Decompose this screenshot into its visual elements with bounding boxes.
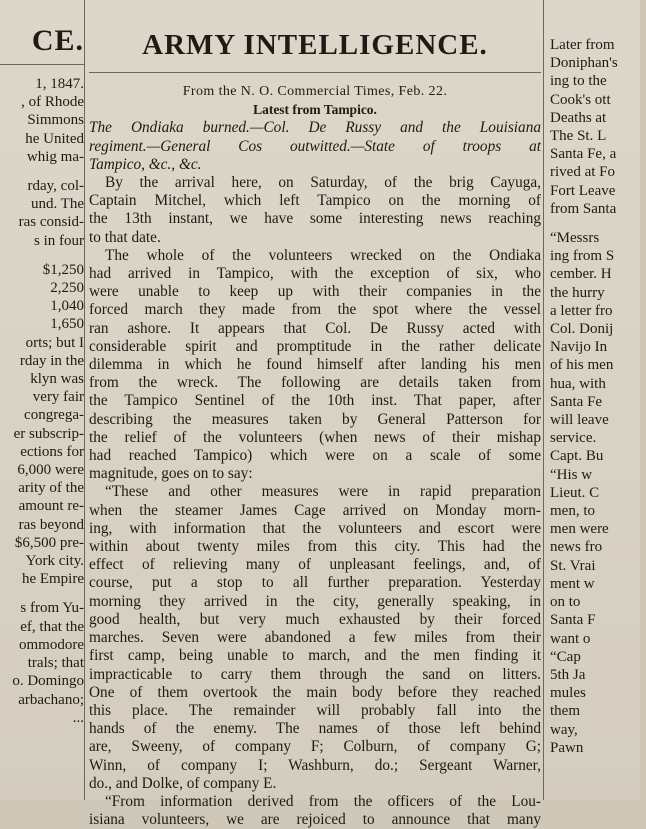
- left-column-line: ras consid-: [18, 214, 84, 231]
- right-column-line: 5th Ja: [550, 666, 586, 683]
- article-subheading: Latest from Tampico.: [253, 102, 377, 118]
- right-column-line: Capt. Bu: [550, 448, 604, 465]
- left-masthead: CE.: [31, 24, 84, 57]
- paragraph-line: considerable spirit and promptitude in the rather delicate: [89, 337, 541, 355]
- paragraph-line: when the steamer James Cage arrived on Monday morn-: [89, 501, 541, 519]
- source-line: From the N. O. Commercial Times, Feb. 22.: [182, 84, 448, 99]
- right-column-line: ment w: [550, 575, 595, 592]
- paragraph-line: within about twenty miles from this city. This had the: [89, 538, 541, 556]
- paragraph-line: Winn, of company I; Washburn, do.; Sergeant Warner,: [89, 756, 541, 774]
- left-column-line: und. The: [30, 196, 84, 213]
- right-column-line: men were: [550, 521, 609, 538]
- right-column-line: cember. H: [550, 266, 612, 283]
- left-column-line: York city.: [25, 553, 84, 570]
- left-column-line: $1,250: [42, 261, 84, 278]
- left-column-line: trals; that: [27, 655, 84, 672]
- paragraph-line: “From information derived from the officers of the Lou-: [105, 792, 541, 810]
- paragraph-line: were unable to keep up with their companies in the: [89, 283, 541, 301]
- left-column-line: er subscrip-: [13, 425, 84, 442]
- paragraph-line: to that date.: [89, 228, 161, 246]
- right-column-line: Santa Fe: [550, 393, 603, 410]
- left-column-line: $6,500 pre-: [14, 534, 84, 551]
- summary-line: Tampico, &c., &c.: [89, 155, 202, 173]
- right-column-line: a letter fro: [550, 302, 613, 319]
- left-column-text: [0, 75, 84, 727]
- paragraph-line: the relief of the volunteers (when news of their mishap: [89, 428, 541, 446]
- paragraph-line: do., and Dolke, of company E.: [89, 774, 277, 792]
- paragraph-line: good health, but very much exhausted by their forced: [89, 610, 541, 628]
- left-column-line: he United: [25, 130, 84, 147]
- right-column-line: them: [550, 703, 580, 720]
- left-column-line: [0, 250, 84, 261]
- left-column-line: klyn was: [30, 371, 84, 388]
- paragraph-line: “These and other measures were in rapid preparation: [105, 483, 541, 501]
- paragraph-line: isiana volunteers, we are rejoiced to announce that many: [89, 811, 541, 829]
- left-column-line: 1,650: [50, 316, 84, 333]
- right-column-line: mules: [550, 685, 586, 702]
- right-column-line: way,: [550, 721, 578, 738]
- paragraph-line: the 13th instant, we have some interesting news reaching: [89, 210, 541, 228]
- right-column-line: rived at Fo: [550, 164, 615, 181]
- right-column-line: Cook's ott: [550, 91, 611, 108]
- left-column-line: ef, that the: [20, 618, 84, 635]
- paragraph-line: Captain Mitchel, which left Tampico on the morning of: [89, 192, 541, 210]
- right-column-line: from Santa: [550, 200, 617, 217]
- right-column-line: Santa Fe, a: [550, 146, 617, 163]
- right-column-line: of his men: [550, 357, 614, 374]
- left-column-line: 1,040: [50, 298, 84, 315]
- left-column-line: 2,250: [50, 280, 84, 297]
- left-column-line: ommodore: [19, 636, 84, 653]
- left-column-line: ections for: [20, 443, 84, 460]
- left-column-line: s in four: [34, 232, 84, 249]
- left-column: [0, 0, 84, 727]
- paragraph-line: this place. The remainder will probably fall into the: [89, 701, 541, 719]
- paragraph-line: had reached Tampico) which were on a scale of some: [89, 447, 541, 465]
- left-column-line: , of Rhode: [21, 94, 84, 111]
- paragraph-line: ran ashore. It appears that Col. De Russy acted with: [89, 319, 541, 337]
- right-column-line: Fort Leave: [550, 182, 616, 199]
- paragraph-line: The whole of the volunteers wrecked on the Ondiaka: [105, 246, 541, 264]
- left-column-line: rday, col-: [27, 178, 84, 195]
- heading-rule: [89, 72, 541, 73]
- right-column-line: Col. Donij: [550, 321, 614, 338]
- right-column-line: Lieut. C: [550, 484, 600, 501]
- right-column-line: hua, with: [550, 375, 606, 392]
- right-column-text: [546, 36, 646, 757]
- paragraph-line: morning they arrived in the city, generally speaking, in: [89, 592, 541, 610]
- right-column-line: Santa F: [550, 612, 596, 629]
- right-column-line: Later from: [550, 37, 615, 53]
- left-column-line: rday in the: [19, 352, 84, 369]
- left-column-line: [0, 588, 84, 599]
- left-column-line: he Empire: [21, 571, 84, 588]
- right-column-line: the hurry: [550, 284, 605, 301]
- paragraph-line: describing the measures taken by General Patterson for: [89, 410, 541, 428]
- left-column-line: arbachano;: [18, 691, 84, 708]
- column-rule-right: [543, 0, 544, 800]
- left-column-line: 6,000 were: [17, 462, 84, 479]
- left-column-line: 1, 1847.: [35, 76, 84, 92]
- paragraph-line: course, put a stop to all further preparation. Yesterday: [89, 574, 541, 592]
- paragraph-line: had arrived in Tampico, with the exception of six, who: [89, 265, 541, 283]
- right-column: [546, 0, 646, 757]
- right-column-line: Doniphan's: [550, 55, 618, 72]
- paragraph-line: forced march they made from the spot where the vessel: [89, 301, 541, 319]
- paragraph-line: By the arrival here, on Saturday, of the brig Cayuga,: [105, 174, 541, 192]
- article-body: [89, 174, 541, 829]
- right-column-line: ing from S: [550, 248, 615, 265]
- left-column-line: o. Domingo: [12, 673, 84, 690]
- paragraph-line: magnitude, goes on to say:: [89, 465, 253, 483]
- right-column-line: “His w: [550, 466, 593, 483]
- paragraph-line: hands of the enemy. The names of those left behind: [89, 720, 541, 738]
- right-column-line: St. Vrai: [550, 557, 596, 574]
- right-column-line: “Messrs: [550, 230, 600, 247]
- right-column-line: want o: [550, 630, 591, 647]
- right-column-line: will leave: [550, 412, 609, 429]
- left-column-line: s from Yu-: [20, 600, 84, 617]
- left-column-line: congrega-: [24, 407, 84, 424]
- column-rule-left: [84, 0, 85, 800]
- right-column-line: The St. L: [550, 128, 607, 145]
- paragraph-line: are, Sweeny, of company F; Colburn, of company G;: [89, 738, 541, 756]
- paragraph-line: impracticable to carry them through the sand on litters.: [89, 665, 541, 683]
- left-column-line: whig ma-: [26, 148, 84, 165]
- paragraph-line: One of them overtook the main body before they reached: [89, 683, 541, 701]
- left-column-line: ...: [72, 709, 84, 726]
- paragraph-line: the Tampico Sentinel of the 10th inst. That paper, after: [89, 392, 541, 410]
- article-summary: [89, 119, 541, 174]
- paragraph-line: marches. Seven were abandoned a few miles from their: [89, 629, 541, 647]
- right-column-line: “Cap: [550, 648, 581, 665]
- right-column-line: service.: [550, 430, 597, 447]
- paragraph-line: effect of relieving many of unpleasant feelings, and, of: [89, 556, 541, 574]
- right-column-line: Deaths at: [550, 109, 607, 126]
- left-column-line: [0, 166, 84, 177]
- summary-line: regiment.—General Cos outwitted.—State of troops at: [89, 137, 541, 155]
- summary-line: The Ondiaka burned.—Col. De Russy and the Louisiana: [89, 119, 541, 137]
- paragraph-line: ing, with information that the volunteers and escort were: [89, 519, 541, 537]
- right-column-line: news fro: [550, 539, 603, 556]
- right-column-line: on to: [550, 594, 581, 611]
- right-column-line: ing to the: [550, 73, 607, 90]
- left-column-line: ras beyond: [18, 516, 84, 533]
- paragraph-line: first camp, being unable to march, and the men finding it: [89, 647, 541, 665]
- left-column-line: very fair: [32, 389, 84, 406]
- right-column-line: men, to: [550, 503, 595, 520]
- page-heading: ARMY INTELLIGENCE.: [142, 29, 488, 61]
- left-column-line: orts; but I: [25, 334, 84, 351]
- right-column-line: [546, 218, 646, 229]
- right-column-line: Navijo In: [550, 339, 608, 356]
- left-column-line: arity of the: [18, 480, 84, 497]
- paragraph-line: dilemma in which he found himself after landing his men: [89, 356, 541, 374]
- left-masthead-rule: [0, 64, 84, 65]
- left-column-line: Simmons: [27, 112, 84, 129]
- left-column-line: amount re-: [18, 498, 84, 515]
- paragraph-line: from the wreck. The following are details taken from: [89, 374, 541, 392]
- right-column-line: Pawn: [550, 739, 584, 756]
- main-column: [89, 0, 541, 829]
